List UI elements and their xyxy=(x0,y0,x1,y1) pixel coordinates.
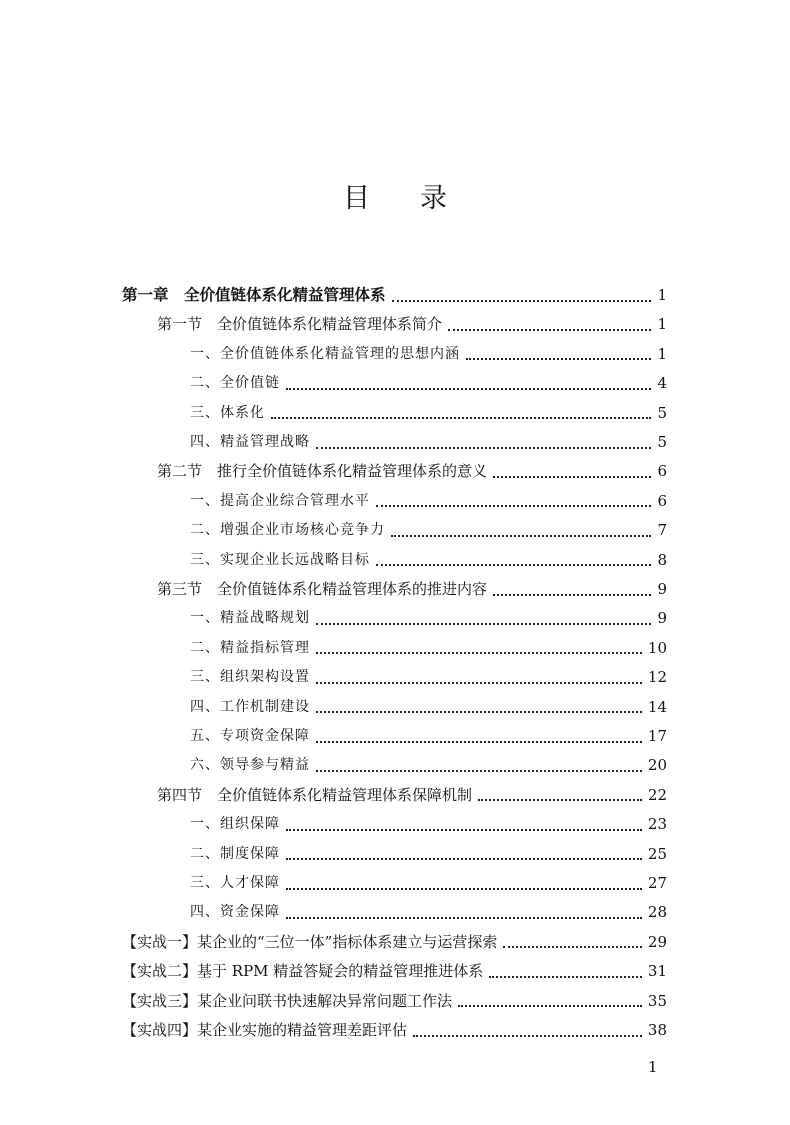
dot-leader xyxy=(286,888,642,890)
toc-entry-label: 二、增强企业市场核心竞争力 xyxy=(190,522,385,539)
toc-entry-label: 一、组织保障 xyxy=(190,816,280,833)
toc-entry-label: 一、全价值链体系化精益管理的思想内涵 xyxy=(190,345,460,362)
toc-entry xyxy=(157,457,667,486)
dot-leader xyxy=(391,535,651,537)
dot-leader xyxy=(376,505,651,507)
toc-entry xyxy=(122,987,667,1016)
toc-entry xyxy=(157,310,667,339)
toc-entry-label: 第一章 全价值链体系化精益管理体系 xyxy=(122,286,386,304)
toc-entry-page: 5 xyxy=(657,403,667,422)
toc-entry-label: 三、实现企业长远战略目标 xyxy=(190,551,370,568)
toc-entry xyxy=(190,898,667,927)
dot-leader xyxy=(286,388,651,390)
toc-entry-page: 25 xyxy=(647,844,667,863)
dot-leader xyxy=(503,946,642,948)
toc-entry-label: 五、专项资金保障 xyxy=(190,728,310,744)
toc-entry xyxy=(190,516,667,545)
toc-entry xyxy=(190,604,667,633)
dot-leader xyxy=(286,829,642,831)
toc-entry xyxy=(122,1016,667,1045)
toc-entry-page: 20 xyxy=(647,756,667,775)
toc-entry-page: 35 xyxy=(647,991,667,1010)
toc-entry xyxy=(157,575,667,604)
toc-title xyxy=(0,176,790,215)
toc-entry-page: 14 xyxy=(647,697,667,716)
toc-entry-label: 三、体系化 xyxy=(190,404,265,421)
toc-entry-page: 10 xyxy=(647,638,667,657)
dot-leader xyxy=(466,358,651,360)
toc-entry xyxy=(190,840,667,869)
toc-entry-label: 六、领导参与精益 xyxy=(190,757,310,774)
dot-leader xyxy=(286,858,642,860)
toc-entry xyxy=(190,428,667,457)
toc-entry-page: 1 xyxy=(657,286,667,304)
dot-leader xyxy=(458,1005,642,1007)
toc-entry-label: 四、工作机制建设 xyxy=(190,698,310,715)
dot-leader xyxy=(316,770,642,772)
dot-leader xyxy=(448,329,651,331)
toc-entry-page: 31 xyxy=(647,962,667,981)
toc-entry xyxy=(122,281,667,310)
toc-entry-label: 三、组织架构设置 xyxy=(190,669,310,686)
toc-entry-label: 二、精益指标管理 xyxy=(190,639,310,656)
toc-title-char-1: 目 xyxy=(343,183,370,214)
toc-entry-label: 四、精益管理战略 xyxy=(190,434,310,450)
dot-leader xyxy=(316,682,642,684)
toc-entry-label: 一、精益战略规划 xyxy=(190,610,310,627)
toc-entry xyxy=(190,546,667,575)
toc-entry-label: 【实战三】某企业问联书快速解决异常问题工作法 xyxy=(122,991,453,1010)
toc-entry-page: 9 xyxy=(657,609,667,628)
toc-entry xyxy=(157,781,667,810)
toc-entry-label: 第二节 推行全价值链体系化精益管理体系的意义 xyxy=(157,462,488,481)
dot-leader xyxy=(489,976,642,978)
toc-entry-page: 22 xyxy=(647,785,667,804)
toc-entry-page: 27 xyxy=(647,874,667,892)
toc-entry xyxy=(190,693,667,722)
dot-leader xyxy=(493,594,651,596)
toc-entry xyxy=(190,399,667,428)
toc-title-char-2: 录 xyxy=(420,183,447,214)
toc-entry-page: 23 xyxy=(647,815,667,834)
toc-entry-label: 【实战二】基于 RPM 精益答疑会的精益管理推进体系 xyxy=(122,962,484,981)
toc-entry xyxy=(190,340,667,369)
toc-entry xyxy=(190,663,667,692)
toc-entry-page: 5 xyxy=(657,433,667,451)
toc-entry-page: 28 xyxy=(647,903,667,922)
dot-leader xyxy=(392,300,651,302)
toc-entry xyxy=(190,722,667,751)
dot-leader xyxy=(271,417,651,419)
toc-entry-label: 二、全价值链 xyxy=(190,375,280,392)
toc-entry-label: 第一节 全价值链体系化精益管理体系简介 xyxy=(157,315,443,334)
toc-entry-label: 二、制度保障 xyxy=(190,845,280,862)
dot-leader xyxy=(316,623,651,625)
dot-leader xyxy=(316,652,642,654)
dot-leader xyxy=(316,447,651,449)
toc-entry-page: 6 xyxy=(657,462,667,481)
dot-leader xyxy=(316,711,642,713)
toc-entry xyxy=(190,869,667,898)
dot-leader xyxy=(316,741,642,743)
toc-entry-page: 6 xyxy=(657,491,667,510)
toc-entry-page: 17 xyxy=(647,727,667,745)
toc-entry xyxy=(122,957,667,986)
toc-entry xyxy=(190,810,667,839)
toc-entry-page: 12 xyxy=(647,668,667,687)
toc-entry xyxy=(190,751,667,780)
toc-entry-page: 7 xyxy=(657,521,667,540)
toc-entry-label: 四、资金保障 xyxy=(190,904,280,921)
toc-entry-label: 【实战四】某企业实施的精益管理差距评估 xyxy=(122,1021,408,1039)
dot-leader xyxy=(376,564,651,566)
toc-entry-page: 38 xyxy=(647,1021,667,1039)
dot-leader xyxy=(413,1035,642,1037)
page-number: 1 xyxy=(648,1058,658,1076)
toc-entry xyxy=(122,928,667,957)
toc-entry-label: 一、提高企业综合管理水平 xyxy=(190,492,370,509)
dot-leader xyxy=(478,799,642,801)
toc-entry xyxy=(190,487,667,516)
dot-leader xyxy=(286,917,642,919)
toc-entry-label: 【实战一】某企业的“三位一体”指标体系建立与运营探索 xyxy=(122,932,498,951)
toc-entry-page: 1 xyxy=(657,315,667,334)
toc-entry-page: 9 xyxy=(657,580,667,598)
dot-leader xyxy=(493,476,651,478)
toc-entry-label: 第三节 全价值链体系化精益管理体系的推进内容 xyxy=(157,580,488,598)
toc-entry-page: 4 xyxy=(657,374,667,393)
toc-entry-page: 29 xyxy=(647,932,667,951)
toc-entry-page: 1 xyxy=(657,344,667,363)
toc-entry-page: 8 xyxy=(657,550,667,569)
toc-entry-label: 三、人才保障 xyxy=(190,875,280,891)
toc-entry xyxy=(190,634,667,663)
toc-entry-label: 第四节 全价值链体系化精益管理体系保障机制 xyxy=(157,785,473,804)
toc-entry xyxy=(190,369,667,398)
